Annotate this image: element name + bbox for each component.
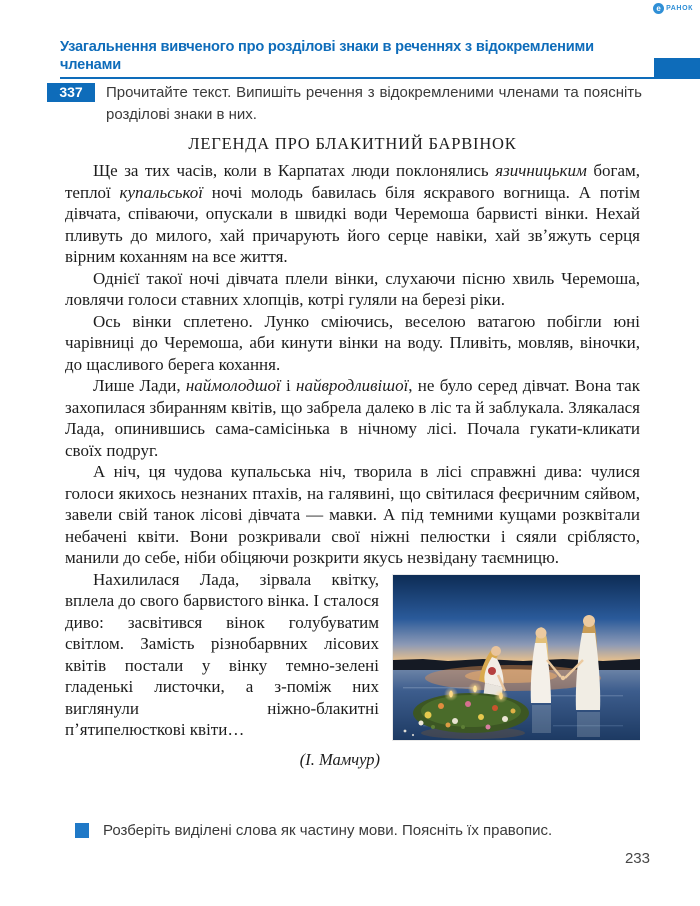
- page-number: 233: [624, 850, 650, 867]
- task-bullet-icon: [75, 823, 89, 838]
- exercise-row: [47, 83, 642, 125]
- article-paragraphs: [65, 160, 640, 569]
- author-attribution: (І. Мамчур): [299, 749, 380, 769]
- highlighted-word: язичницьким: [495, 161, 587, 180]
- highlighted-word: наймолодшої: [185, 376, 281, 395]
- text-segment: богам, теплої: [65, 161, 640, 202]
- chapter-accent-bar: [654, 58, 700, 79]
- article-paragraph: [65, 268, 640, 311]
- chapter-title: Узагальнення вивченого про розділові знаки в реченнях з відокремленими членами: [60, 39, 594, 73]
- text-segment: Однієї такої ночі дівчата плели вінки, слухаючи пісню хвиль Черемоша, ловлячи голоси ставних хлопців, котрі гуляли на березі ріки.: [65, 268, 640, 309]
- kupala-night-photo: [393, 575, 640, 740]
- publisher-logo: [653, 3, 693, 14]
- article-paragraph: [65, 375, 640, 461]
- text-segment: , не було серед дівчат. Вона так захопилася збиранням квітів, що забрела далеко в ліс та й заблукала. Злякалася Лада, опинившись сама-самісінька в нічному лісі. Почала гукати-кликати своїх подруг.: [65, 376, 640, 460]
- footer-task: [75, 821, 642, 841]
- text-segment: і: [280, 376, 297, 395]
- footer-task-text: Розберіть виділені слова як частину мови. Поясніть їх правопис.: [103, 822, 553, 839]
- highlighted-word: купальської: [119, 182, 204, 202]
- publisher-logo-icon: е: [653, 3, 664, 14]
- exercise-number-badge: 337: [47, 83, 95, 102]
- article-title: ЛЕГЕНДА ПРО БЛАКИТНИЙ БАРВІНОК: [188, 134, 517, 153]
- text-segment: Лише Лади,: [93, 376, 186, 395]
- text-segment: А ніч, ця чудова купальська ніч, творила в лісі справжні дива: чулися голоси якихось незнаних птахів, на галявині, що світилася феєричним сяйвом, завели свій танок лісові дівчата — мавки. А під темними кущами розквітали небачені квіти. Вони розкривали свої ніжні пелюстки і сяяли сріблясто, манили до себе, ніби обіцяючи розкрити якусь незвідану таємницю.: [65, 462, 640, 567]
- article-paragraph: [65, 160, 640, 268]
- highlighted-word: найвродливішої: [296, 376, 409, 395]
- photo-sky: [393, 575, 640, 672]
- text-segment: ночі молодь бавилась біля яскравого вогнища. А потім дівчата, співаючи, опускали в швидкі води Черемоша барвисті вінки. Нехай пливуть до милого, хай причарують його серце навіки, хай звʼяжуть серця вірним коханням на все життя.: [65, 182, 640, 266]
- text-segment: Ще за тих часів, коли в Карпатах люди поклонялись: [93, 161, 496, 180]
- text-segment: Ось вінки сплетено. Лунко сміючись, веселою ватагою побігли юні чарівниці до Черемоша, аби кинути вінки на воду. Пливіть, мовляв, віночки, до щасливого берега кохання.: [65, 311, 640, 374]
- figure-block: [65, 569, 640, 770]
- text-segment: Нахилилася Лада, зірвала квітку, вплела до свого барвистого вінка. І сталося диво: засвітився вінок голубуватим світлом. Замість різнобарвних лісових квітів постали у вінку темно-зелені гладенькі листочки, а з-поміж них виглянули ніжно-блакитні пʼятипелюсткові квіти…: [65, 569, 379, 739]
- article-paragraph: [65, 311, 640, 376]
- publisher-logo-text: РАНОК: [666, 5, 693, 12]
- exercise-instruction: Прочитайте текст. Випишіть речення з відокремленими членами та поясніть розділові знаки в них.: [106, 84, 642, 123]
- article-paragraph: [65, 461, 640, 569]
- article: [65, 134, 640, 770]
- chapter-header: [60, 38, 700, 79]
